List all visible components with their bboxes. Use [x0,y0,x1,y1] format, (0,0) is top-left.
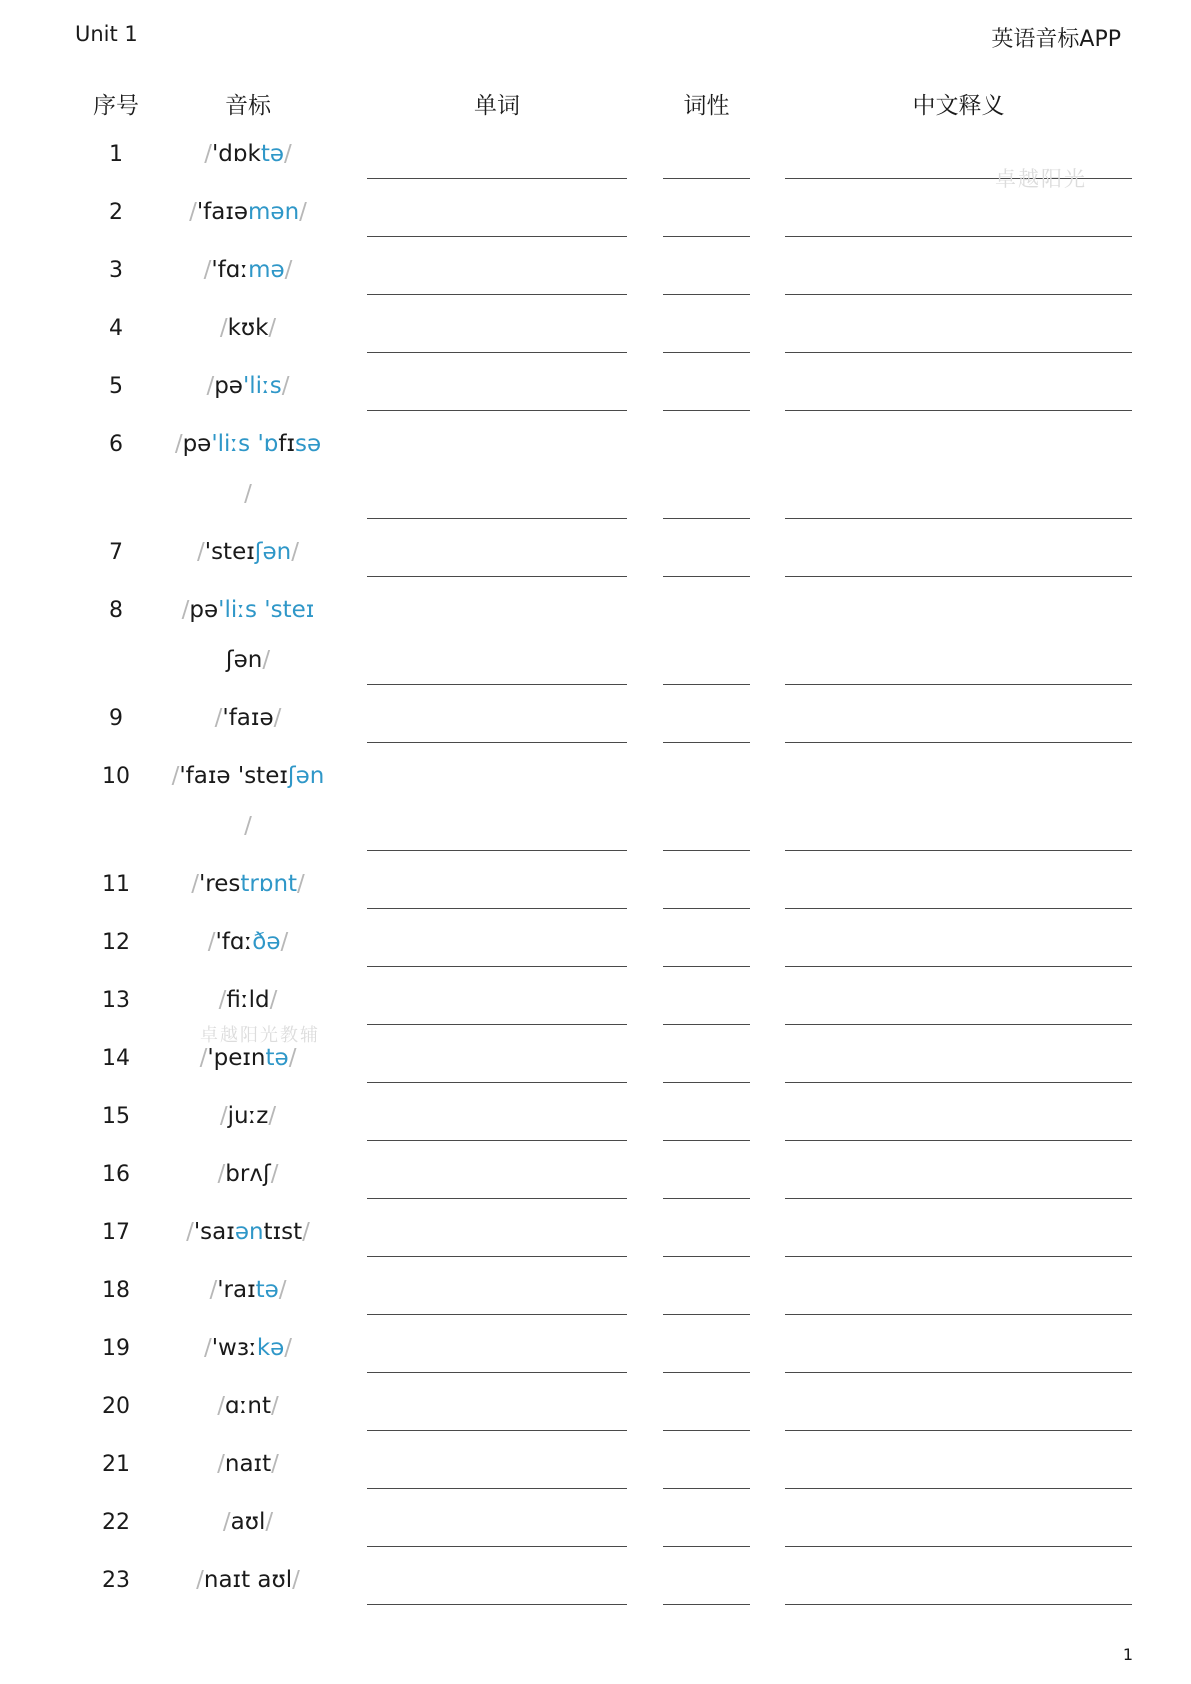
phonetic-slash: / [268,315,277,341]
phonetic-segment: ɑːnt [225,1393,271,1419]
pos-answer-line[interactable] [663,1546,750,1547]
meaning-answer-line[interactable] [785,1430,1132,1431]
phonetic-transcription [163,1091,333,1141]
col-header-word: 单词 [474,93,520,119]
phonetic-slash: / [218,987,227,1013]
phonetic-segment: 'faɪə 'steɪ [179,763,288,789]
phonetic-transcription [163,859,333,909]
phonetic-slash: / [297,871,305,897]
phonetic-line [163,693,333,743]
word-answer-line[interactable] [367,576,627,577]
meaning-answer-line[interactable] [785,966,1132,967]
row-number: 12 [102,930,130,955]
phonetic-segment: 'liːs 'ɒ [211,431,279,457]
phonetic-slash: / [280,929,289,955]
word-answer-line[interactable] [367,1488,627,1489]
phonetic-segment: ðə [252,929,281,955]
phonetic-segment: 'res [198,871,241,897]
col-header-phonetic: 音标 [225,93,271,119]
phonetic-segment: tə [265,1045,289,1071]
table-row [0,920,1191,978]
word-answer-line[interactable] [367,1314,627,1315]
table-row [0,1036,1191,1094]
meaning-answer-line[interactable] [785,518,1132,519]
word-answer-line[interactable] [367,908,627,909]
phonetic-segment: pə [182,431,212,457]
phonetic-slash: / [292,1567,300,1593]
phonetic-segment: brʌʃ [225,1161,271,1187]
phonetic-segment: 'peɪn [207,1045,266,1071]
pos-answer-line[interactable] [663,1604,750,1605]
phonetic-slash: / [262,647,271,673]
pos-answer-line[interactable] [663,1372,750,1373]
phonetic-line [163,129,333,179]
word-answer-line[interactable] [367,352,627,353]
phonetic-slash: / [174,431,183,457]
phonetic-line [163,527,333,577]
phonetic-slash: / [191,871,199,897]
pos-answer-line[interactable] [663,1314,750,1315]
phonetic-slash: / [181,597,190,623]
row-number: 8 [109,598,123,623]
pos-answer-line[interactable] [663,908,750,909]
phonetic-line [163,1207,333,1257]
phonetic-segment: 'faɪə [222,705,274,731]
meaning-answer-line[interactable] [785,850,1132,851]
phonetic-transcription [163,693,333,743]
word-answer-line[interactable] [367,1546,627,1547]
pos-answer-line[interactable] [663,576,750,577]
phonetic-segment: 'fɑː [215,929,253,955]
phonetic-slash: / [284,257,293,283]
pos-answer-line[interactable] [663,850,750,851]
watermark: 卓越阳光 [995,167,1087,191]
word-answer-line[interactable] [367,178,627,179]
row-number: 13 [102,988,130,1013]
phonetic-line [163,1265,333,1315]
phonetic-slash: / [269,987,278,1013]
pos-answer-line[interactable] [663,518,750,519]
phonetic-slash: / [217,1393,226,1419]
phonetic-slash: / [291,539,299,565]
phonetic-transcription [163,187,333,237]
watermark: 卓越阳光教辅 [200,1025,320,1046]
pos-answer-line[interactable] [663,294,750,295]
meaning-answer-line[interactable] [785,1604,1132,1605]
row-number: 14 [102,1046,130,1071]
page-number: 1 [1122,1645,1133,1664]
phonetic-segment: 'dɒk [211,141,261,167]
row-number: 15 [102,1104,130,1129]
row-number: 16 [102,1162,130,1187]
phonetic-segment: mən [248,199,300,225]
table-row [0,530,1191,588]
meaning-answer-line[interactable] [785,1546,1132,1547]
phonetic-line [163,1149,333,1199]
pos-answer-line[interactable] [663,178,750,179]
word-answer-line[interactable] [367,518,627,519]
phonetic-slash: / [299,199,307,225]
phonetic-transcription [163,1381,333,1431]
phonetic-slash: / [273,705,282,731]
word-answer-line[interactable] [367,1604,627,1605]
meaning-answer-line[interactable] [785,576,1132,577]
phonetic-segment: pə [189,597,219,623]
phonetic-slash: / [281,373,290,399]
phonetic-line [163,801,333,851]
row-number: 20 [102,1394,130,1419]
phonetic-transcription [163,1497,333,1547]
row-number: 5 [109,374,123,399]
row-number: 23 [102,1568,130,1593]
phonetic-slash: / [189,199,197,225]
word-answer-line[interactable] [367,1256,627,1257]
phonetic-transcription [163,245,333,295]
phonetic-slash: / [209,1277,218,1303]
table-row [0,588,1191,696]
phonetic-segment: pə [214,373,243,399]
phonetic-segment: kə [256,1335,285,1361]
phonetic-transcription [163,751,333,851]
pos-answer-line[interactable] [663,1488,750,1489]
phonetic-transcription [163,917,333,967]
phonetic-slash: / [222,1509,231,1535]
table-row [0,306,1191,364]
phonetic-segment: ʃən [254,539,292,565]
pos-answer-line[interactable] [663,236,750,237]
row-number: 1 [109,142,123,167]
phonetic-transcription [163,303,333,353]
phonetic-slash: / [214,705,223,731]
word-answer-line[interactable] [367,236,627,237]
phonetic-segment: naɪt [224,1451,272,1477]
phonetic-transcription [163,585,333,685]
phonetic-segment: tɪst [263,1219,303,1245]
word-answer-line[interactable] [367,294,627,295]
phonetic-slash: / [196,1567,204,1593]
table-row [0,422,1191,530]
word-answer-line[interactable] [367,1198,627,1199]
table-row [0,364,1191,422]
table-row [0,1500,1191,1558]
phonetic-segment: mə [248,257,285,283]
phonetic-slash: / [219,315,228,341]
word-answer-line[interactable] [367,1372,627,1373]
meaning-answer-line[interactable] [785,1140,1132,1141]
row-number: 22 [102,1510,130,1535]
table-row [0,1326,1191,1384]
phonetic-line [163,469,333,519]
word-answer-line[interactable] [367,966,627,967]
meaning-answer-line[interactable] [785,352,1132,353]
col-header-number: 序号 [93,93,139,119]
meaning-answer-line[interactable] [785,1198,1132,1199]
phonetic-line [163,917,333,967]
pos-answer-line[interactable] [663,966,750,967]
phonetic-slash: / [244,481,252,507]
phonetic-segment: ʃən [225,647,263,673]
table-row [0,1558,1191,1616]
phonetic-line [163,1091,333,1141]
table-row [0,1384,1191,1442]
phonetic-transcription [163,1265,333,1315]
phonetic-slash: / [278,1277,287,1303]
phonetic-line [163,187,333,237]
phonetic-line [163,419,333,469]
phonetic-segment: 'liːs 'steɪ [218,597,315,623]
phonetic-line [163,635,333,685]
phonetic-slash: / [203,1335,212,1361]
phonetic-line [163,859,333,909]
phonetic-slash: / [217,1451,225,1477]
meaning-answer-line[interactable] [785,1488,1132,1489]
word-answer-line[interactable] [367,1140,627,1141]
row-number: 10 [102,764,130,789]
row-number: 2 [109,200,123,225]
phonetic-line [163,1381,333,1431]
table-row [0,862,1191,920]
phonetic-line [163,1555,333,1605]
phonetic-slash: / [244,813,252,839]
phonetic-segment: 'raɪ [217,1277,256,1303]
phonetic-segment: 'faɪə [196,199,249,225]
table-row [0,1094,1191,1152]
pos-answer-line[interactable] [663,1024,750,1025]
phonetic-slash: / [171,763,180,789]
phonetic-slash: / [284,141,292,167]
phonetic-slash: / [265,1509,274,1535]
meaning-answer-line[interactable] [785,1372,1132,1373]
phonetic-slash: / [284,1335,293,1361]
phonetic-slash: / [219,1103,228,1129]
word-answer-line[interactable] [367,1430,627,1431]
phonetic-segment: 'liːs [242,373,282,399]
row-number: 17 [102,1220,130,1245]
phonetic-line [163,361,333,411]
meaning-answer-line[interactable] [785,1082,1132,1083]
app-title: 英语音标APP [991,27,1121,52]
pos-answer-line[interactable] [663,1140,750,1141]
phonetic-slash: / [302,1219,310,1245]
table-row [0,1442,1191,1500]
phonetic-segment: aʊl [230,1509,266,1535]
phonetic-slash: / [206,373,215,399]
phonetic-segment: 'saɪ [193,1219,235,1245]
word-answer-line[interactable] [367,684,627,685]
word-answer-line[interactable] [367,1024,627,1025]
table-row [0,190,1191,248]
phonetic-line [163,1497,333,1547]
pos-answer-line[interactable] [663,684,750,685]
pos-answer-line[interactable] [663,1198,750,1199]
phonetic-slash: / [197,539,205,565]
col-header-part-of-speech: 词性 [683,93,730,119]
phonetic-segment: tə [260,141,284,167]
phonetic-transcription [163,361,333,411]
row-number: 18 [102,1278,130,1303]
table-row [0,754,1191,862]
pos-answer-line[interactable] [663,410,750,411]
pos-answer-line[interactable] [663,1256,750,1257]
phonetic-line [163,303,333,353]
phonetic-segment: naɪt aʊl [203,1567,293,1593]
word-answer-line[interactable] [367,1082,627,1083]
row-number: 9 [109,706,123,731]
phonetic-slash: / [268,1103,277,1129]
phonetic-transcription [163,1439,333,1489]
phonetic-transcription [163,129,333,179]
phonetic-segment: fiːld [226,987,270,1013]
meaning-answer-line[interactable] [785,1256,1132,1257]
meaning-answer-line[interactable] [785,1314,1132,1315]
phonetic-slash: / [217,1161,226,1187]
phonetic-slash: / [203,257,212,283]
phonetic-segment: ən [234,1219,264,1245]
phonetic-slash: / [270,1161,279,1187]
phonetic-transcription [163,419,333,519]
word-answer-line[interactable] [367,742,627,743]
table-row [0,248,1191,306]
phonetic-segment: fɪ [278,431,296,457]
phonetic-slash: / [207,929,216,955]
phonetic-transcription [163,975,333,1025]
phonetic-line [163,1323,333,1373]
row-number: 7 [109,540,123,565]
row-number: 6 [109,432,123,457]
row-number: 21 [102,1452,130,1477]
phonetic-segment: 'fɑː [211,257,249,283]
meaning-answer-line[interactable] [785,410,1132,411]
word-answer-line[interactable] [367,850,627,851]
phonetic-slash: / [186,1219,194,1245]
row-number: 3 [109,258,123,283]
meaning-answer-line[interactable] [785,908,1132,909]
pos-answer-line[interactable] [663,352,750,353]
phonetic-segment: sə [295,431,322,457]
phonetic-line [163,751,333,801]
row-number: 19 [102,1336,130,1361]
phonetic-segment: trɒnt [240,871,298,897]
row-number: 4 [109,316,123,341]
meaning-answer-line[interactable] [785,1024,1132,1025]
pos-answer-line[interactable] [663,742,750,743]
table-row [0,1268,1191,1326]
phonetic-slash: / [288,1045,297,1071]
phonetic-segment: kʊk [227,315,269,341]
pos-answer-line[interactable] [663,1430,750,1431]
phonetic-slash: / [271,1451,279,1477]
col-header-chinese-meaning: 中文释义 [912,93,1005,119]
phonetic-segment: juːz [227,1103,269,1129]
row-number: 11 [102,872,130,897]
table-row [0,1210,1191,1268]
phonetic-transcription [163,527,333,577]
phonetic-segment: 'steɪ [204,539,255,565]
meaning-answer-line[interactable] [785,236,1132,237]
phonetic-transcription [163,1555,333,1605]
phonetic-line [163,975,333,1025]
phonetic-segment: 'wɜː [211,1335,257,1361]
phonetic-slash: / [270,1393,279,1419]
phonetic-line [163,585,333,635]
table-row [0,978,1191,1036]
phonetic-transcription [163,1149,333,1199]
meaning-answer-line[interactable] [785,294,1132,295]
phonetic-segment: tə [255,1277,279,1303]
phonetic-slash: / [204,141,212,167]
meaning-answer-line[interactable] [785,684,1132,685]
table-row [0,1152,1191,1210]
meaning-answer-line[interactable] [785,742,1132,743]
phonetic-line [163,245,333,295]
unit-label: Unit 1 [75,22,138,46]
table-row [0,696,1191,754]
pos-answer-line[interactable] [663,1082,750,1083]
phonetic-segment: ʃən [287,763,325,789]
phonetic-transcription [163,1323,333,1373]
phonetic-line [163,1439,333,1489]
phonetic-transcription [163,1207,333,1257]
phonetic-slash: / [199,1045,208,1071]
word-answer-line[interactable] [367,410,627,411]
